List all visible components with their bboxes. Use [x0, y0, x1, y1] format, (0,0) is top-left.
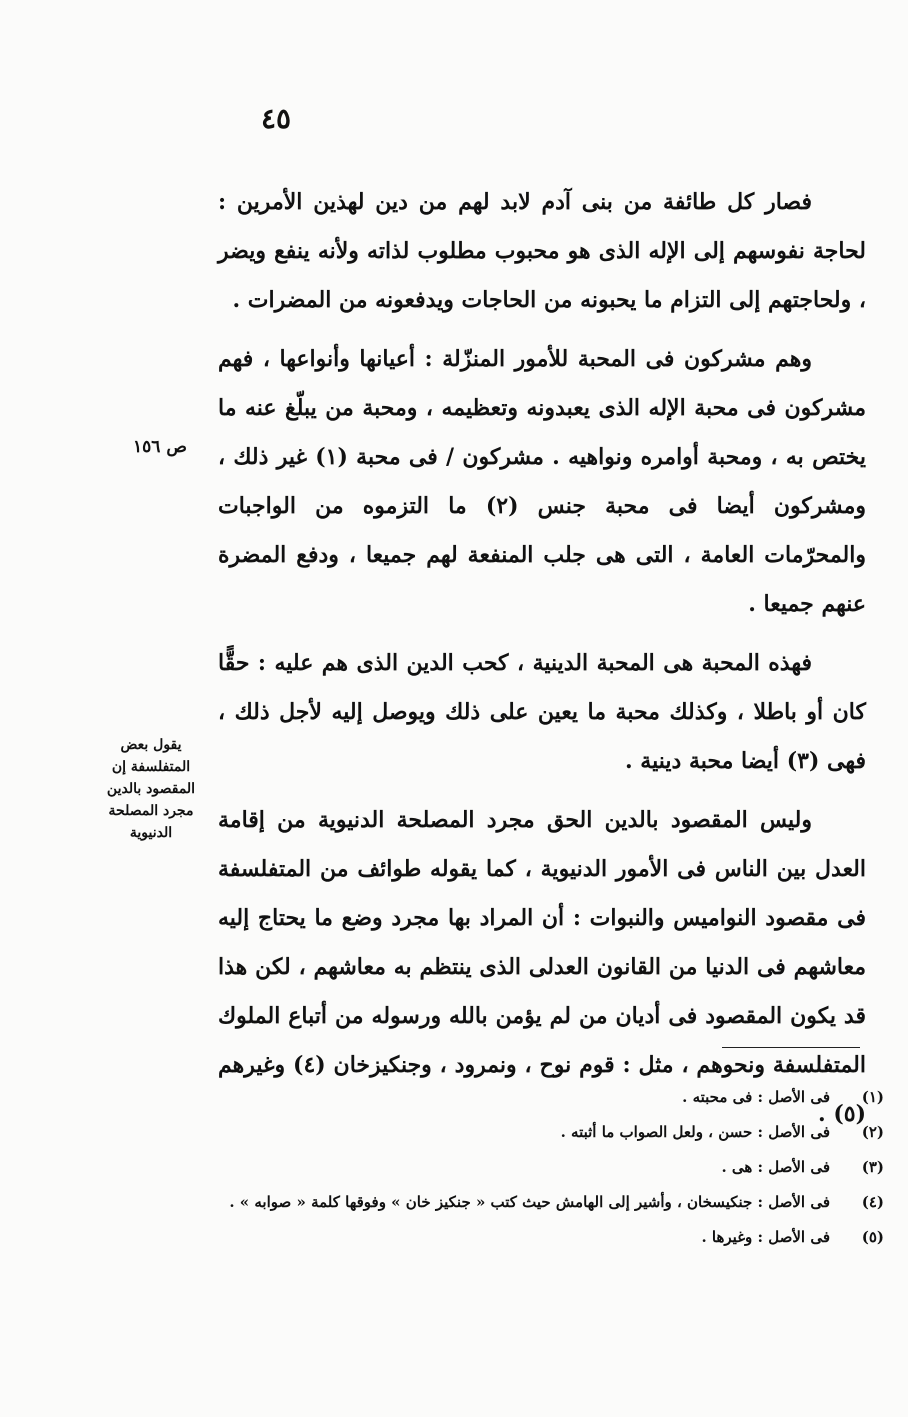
footnote-number: (٣): [861, 1158, 884, 1176]
margin-side-note: يقول بعض المتفلسفة إن المقصود بالدين مجرد المصلحة الدنيوية: [106, 737, 196, 841]
footnotes: [212, 1080, 884, 1255]
paragraph-3: فهذه المحبة هى المحبة الدينية ، كحب الدين الذى هم عليه : حقًّا كان أو باطلا ، وكذلك محبة ما يعين على ذلك ويوصل إليه لأجل ذلك ، فهى (٣) أيضا محبة دينية .: [218, 650, 866, 774]
footnote-number: (١): [861, 1088, 884, 1106]
paragraph-4: وليس المقصود بالدين الحق مجرد المصلحة الدنيوية من إقامة العدل بين الناس فى الأمور الدنيوية ، كما يقوله طوائف من المتفلسفة فى مقصود النواميس والنبوات : أن المراد بها مجرد وضع ما يحتاج إليه معاشهم فى الدنيا من القانون العدلى الذى ينتظم به معاشهم ، لكن هذا قد يكون المقصود فى أديان من لم يؤمن بالله ورسوله من أتباع الملوك المتفلسفة ونحوهم ، مثل : قوم نوح ، ونمرود ، وجنكيزخان (٤) وغيرهم (٥) .: [218, 807, 866, 1127]
footnote-number: (٤): [861, 1193, 884, 1211]
page-number: ٤٥: [260, 102, 292, 135]
footnote-number: (٥): [861, 1228, 884, 1246]
footnote-number: (٢): [861, 1123, 884, 1141]
footnote-divider: [722, 1047, 860, 1048]
footnote-5: [212, 1220, 884, 1255]
paragraph-2: وهم مشركون فى المحبة للأمور المنزّلة : أعيانها وأنواعها ، فهم مشركون فى محبة الإله الذى يعبدونه وتعظيمه ، ومحبة من يبلّغ عنه ما يختص به ، ومحبة أوامره ونواهيه . مشركون / فى محبة (١) غير ذلك ، ومشركون أيضا فى محبة جنس (٢) ما التزموه من الواجبات والمحرّمات العامة ، التى هى جلب المنفعة لهم جميعا ، ودفع المضرة عنهم جميعا .: [218, 346, 867, 617]
footnote-2: [212, 1115, 884, 1150]
footnote-4: [212, 1185, 884, 1220]
footnote-text: فى الأصل : وغيرها .: [701, 1228, 830, 1246]
page-reference-note: ص ١٥٦: [133, 437, 187, 457]
footnote-1: [212, 1080, 884, 1115]
footnote-text: فى الأصل : هى .: [721, 1158, 830, 1176]
paragraph-1: فصار كل طائفة من بنى آدم لابد لهم من دين لهذين الأمرين : لحاجة نفوسهم إلى الإله الذى هو محبوب مطلوب لذاته ولأنه ينفع ويضر ، ولحاجتهم إلى التزام ما يحبونه من الحاجات ويدفعونه من المضرات .: [218, 189, 866, 313]
footnote-text: فى الأصل : فى محبته .: [682, 1088, 830, 1106]
footnote-text: فى الأصل : جنكيسخان ، وأشير إلى الهامش حيث كتب « جنكيز خان » وفوقها كلمة « صوابه » .: [229, 1193, 830, 1211]
footnote-3: [212, 1150, 884, 1185]
footnote-text: فى الأصل : حسن ، ولعل الصواب ما أثبته .: [560, 1123, 830, 1141]
main-text: [218, 178, 884, 1149]
